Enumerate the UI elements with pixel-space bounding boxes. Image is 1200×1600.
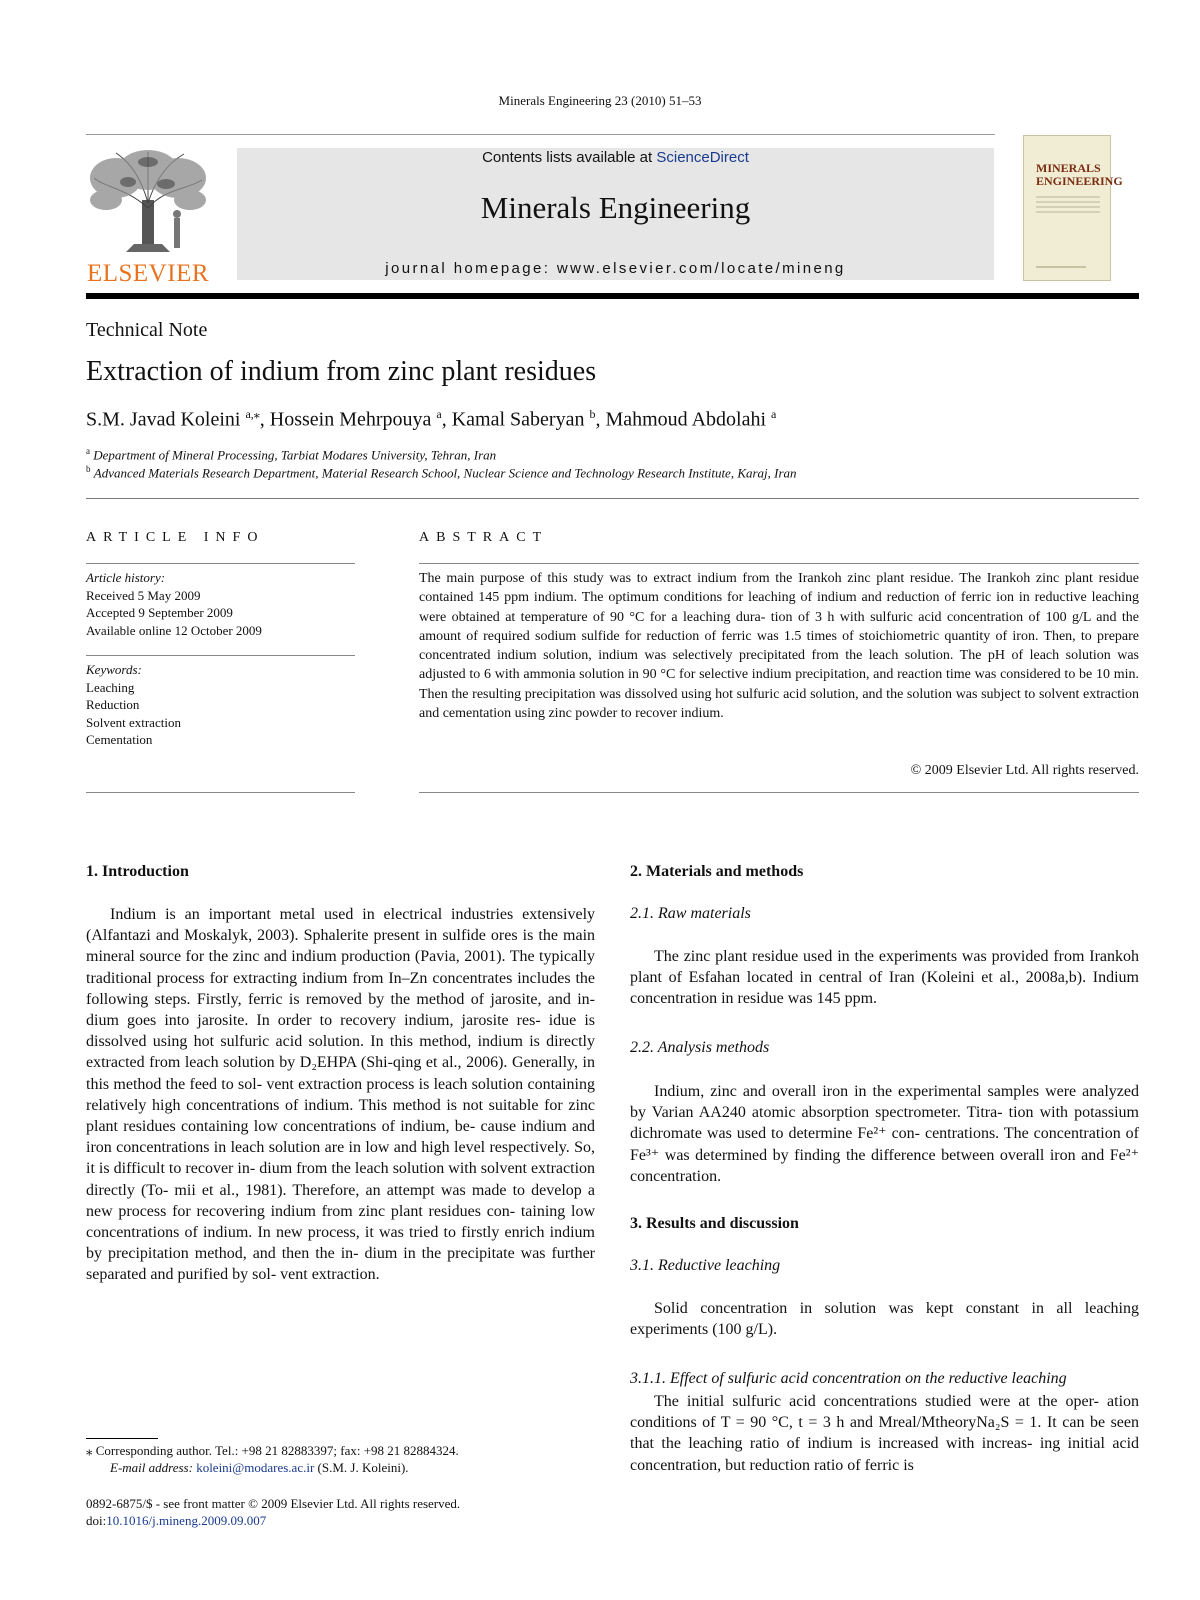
subsection-heading-analysis: 2.2. Analysis methods xyxy=(630,1039,770,1056)
section-heading-materials: 2. Materials and methods xyxy=(630,863,804,880)
abstract-line: recover indium. xyxy=(635,706,724,722)
corresponding-author-footnote xyxy=(86,1442,459,1476)
online-date: Available online 12 October 2009 xyxy=(86,622,262,638)
body-line: new process for recovering indium from zinc plant residues con- xyxy=(86,1202,516,1220)
body-line: dium in the precipitate was further separated and purified by sol- xyxy=(86,1245,595,1284)
body-line: be seen that the leaching ratio of indium is increased with increas- xyxy=(630,1414,1140,1453)
abstract-copyright: © 2009 Elsevier Ltd. All rights reserved. xyxy=(910,763,1139,778)
body-line: vent extraction. xyxy=(280,1266,380,1284)
journal-citation: Minerals Engineering 23 (2010) 51–53 xyxy=(498,93,702,108)
body-line: Indium, zinc and overall iron in the experimental samples were xyxy=(654,1083,1077,1100)
abstract-line: tion of 3 h with sulfuric acid concentration of 100 g/L and the amount of required sodium sulfide for xyxy=(419,609,1139,644)
info-rule xyxy=(86,792,355,793)
abstract-line: was adjusted to 6 with ammonia solution in 90 °C for selective indium precipitation, and reaction time xyxy=(419,648,1140,683)
body-line: vent extraction process is leach solution containing relatively xyxy=(86,1075,595,1114)
received-date: Received 5 May 2009 xyxy=(86,587,201,603)
keywords-label: Keywords: xyxy=(86,662,142,677)
publisher-wordmark: ELSEVIER xyxy=(86,260,210,287)
abstract-rule xyxy=(419,563,1139,564)
affiliation-b xyxy=(86,464,797,481)
journal-homepage[interactable]: journal homepage: www.elsevier.com/locate/mineng xyxy=(385,260,846,277)
body-line: experiments (100 g/L). xyxy=(630,1321,778,1339)
affiliation-rule xyxy=(86,498,1139,499)
info-rule xyxy=(86,563,355,564)
footnote-rule xyxy=(86,1438,158,1439)
abstract-body xyxy=(419,569,1139,723)
keyword: Solvent extraction xyxy=(86,714,181,730)
body-line: Solid concentration in solution was kept constant in all leaching xyxy=(654,1300,1139,1317)
abstract-heading: ABSTRACT xyxy=(419,530,549,545)
doi-link[interactable]: 10.1016/j.mineng.2009.09.007 xyxy=(106,1513,267,1528)
body-line: indium is directly extracted from leach solution by D₂EHPA xyxy=(86,1033,596,1072)
article-type: Technical Note xyxy=(86,319,208,341)
body-line: in sulfide ores is the main mineral source for the zinc and indium xyxy=(86,927,596,966)
body-line: zinc plant residues containing low concentrations of indium, be- xyxy=(86,1096,596,1136)
body-line: idue is dissolved using hot sulfuric acid solution. In this method, xyxy=(86,1012,596,1051)
email-suffix: (S.M. J. Koleini). xyxy=(317,1460,409,1475)
history-label: Article history: xyxy=(86,570,166,585)
section-heading-introduction: 1. Introduction xyxy=(86,863,189,880)
body-line: dium goes into jarosite. In order to recovery indium, jarosite res- xyxy=(86,1012,541,1030)
cover-text-lines xyxy=(1036,196,1100,216)
abstract-line: The main purpose of this study was to extract indium from the Irankoh zinc plant residue. The Irankoh xyxy=(419,571,1031,586)
keywords xyxy=(86,661,181,749)
keyword: Leaching xyxy=(86,679,135,695)
affiliation-mark: a xyxy=(86,446,90,456)
cover-title-line-2: ENGINEERING xyxy=(1036,174,1123,188)
email-line xyxy=(86,1459,459,1476)
corresponding-author-line: ⁎ Corresponding author. Tel.: +98 21 82883397; fax: +98 21 82884324. xyxy=(86,1443,459,1458)
subsection-heading-reductive-leaching: 3.1. Reductive leaching xyxy=(630,1257,781,1274)
body-line: from Irankoh plant of Esfahan located in central of Iran (Koleini xyxy=(630,948,1140,987)
author-name[interactable]: Hossein Mehrpouya xyxy=(269,408,432,431)
body-line: The initial sulfuric acid concentrations studied were at the oper- xyxy=(654,1393,1099,1410)
email-link[interactable]: koleini@modares.ac.ir xyxy=(196,1460,315,1475)
article-info-heading: ARTICLE INFO xyxy=(86,530,265,545)
doi-line xyxy=(86,1512,460,1529)
raw-materials-paragraph xyxy=(630,946,1139,1010)
affiliation-mark: b xyxy=(86,464,91,474)
author-list: S.M. Javad Koleini $^{a,⁎}$, Hossein Mehrpouya $^a$, Kamal Saberyan $^b$, Mahmoud Abdolahi $^a$ xyxy=(86,407,777,431)
body-line: et al., 2008a,b). Indium concentration in residue was 145 ppm. xyxy=(630,969,1139,1008)
journal-banner xyxy=(237,148,994,280)
abstract-line: was considered to be 10 min. Then the resulting precipitation was dissolved using hot sulfuric acid xyxy=(419,667,1140,702)
header-rule xyxy=(86,134,995,135)
cover-title xyxy=(1036,162,1123,188)
body-line: production (Pavia, 2001). The typically traditional process for xyxy=(86,948,595,987)
reductive-paragraph xyxy=(630,1298,1139,1340)
affiliation-a xyxy=(86,446,496,463)
body-line: (Shi-qing et al., 2006). Generally, in this method the feed to sol- xyxy=(86,1054,595,1093)
section-heading-results: 3. Results and discussion xyxy=(630,1215,799,1232)
body-line: extracting indium from In–Zn concentrates includes the following xyxy=(86,969,596,1008)
abstract-line: indium solution, indium was selectively precipitated from the leach solution. The pH of leach solution xyxy=(497,648,1111,664)
journal-cover-thumbnail[interactable] xyxy=(1023,135,1123,281)
contents-prefix: Contents lists available at xyxy=(482,149,657,166)
email-label: E-mail address: xyxy=(110,1460,193,1475)
body-line: extensively (Alfantazi and Moskalyk, 2003). Sphalerite present xyxy=(86,906,596,945)
body-line: steps. Firstly, ferric is removed by the method of jarosite, and in- xyxy=(154,990,595,1008)
acid-effect-body xyxy=(630,1391,1139,1476)
body-line: taining low concentrations of indium. In new process, it was tried xyxy=(86,1202,596,1242)
issn-block xyxy=(86,1495,460,1529)
article-history xyxy=(86,569,262,639)
introduction-body xyxy=(86,904,595,1286)
author-name[interactable]: Kamal Saberyan xyxy=(451,408,585,431)
body-line: analyzed by Varian AA240 atomic absorption spectrometer. Titra- xyxy=(630,1083,1139,1122)
cover-footer-line xyxy=(1036,266,1086,268)
body-line: to firstly enrich indium by precipitation method, and then the in- xyxy=(86,1224,596,1263)
publisher-logo[interactable] xyxy=(86,148,210,287)
article-title: Extraction of indium from zinc plant residues xyxy=(86,356,597,387)
tree-icon xyxy=(86,148,210,256)
subsection-heading-raw-materials: 2.1. Raw materials xyxy=(630,905,751,922)
body-line: cause indium and iron concentrations in leach solution are in xyxy=(86,1118,596,1157)
contents-availability xyxy=(237,149,994,166)
author-affiliation-mark[interactable]: a,⁎ xyxy=(245,407,260,421)
analysis-body xyxy=(630,1081,1139,1187)
body-line: ation conditions of T = 90 °C, t = 3 h and Mreal/MtheoryNa₂S = 1. It can xyxy=(630,1393,1140,1432)
sciencedirect-link[interactable]: ScienceDirect xyxy=(656,149,749,166)
body-line: Indium is an important metal used in electrical industries xyxy=(110,906,514,923)
body-line: tion with potassium dichromate was used to determine Fe²⁺ con- xyxy=(630,1104,1140,1143)
keyword: Cementation xyxy=(86,732,153,747)
info-rule xyxy=(86,655,355,656)
abstract-line: solution, and the solution was subject to solvent extraction and cementation using zinc powder to xyxy=(419,686,1140,722)
author-affiliation-mark[interactable]: a xyxy=(436,407,442,421)
abstract-rule xyxy=(419,792,1139,793)
body-line: dium from the leach solution with solvent extraction directly (To- xyxy=(86,1160,596,1199)
doi-label: doi: xyxy=(86,1513,107,1528)
title-separator xyxy=(86,293,1139,299)
reductive-leaching-body xyxy=(630,1298,1139,1340)
analysis-paragraph xyxy=(630,1081,1139,1187)
body-line: low and high level respectively. So, it is difficult to recover in- xyxy=(86,1139,596,1178)
author-affiliation-mark[interactable]: a xyxy=(771,407,777,421)
body-line: The zinc plant residue used in the experiments was provided xyxy=(654,948,1049,965)
raw-materials-body xyxy=(630,946,1139,1010)
journal-name: Minerals Engineering xyxy=(480,190,751,225)
introduction-paragraph xyxy=(86,904,595,1286)
affiliation-text: Department of Mineral Processing, Tarbiat Modares University, Tehran, Iran xyxy=(93,447,497,463)
author-affiliation-mark[interactable]: b xyxy=(589,407,596,421)
accepted-date: Accepted 9 September 2009 xyxy=(86,605,233,620)
body-line: high concentrations of indium. This method is not suitable for xyxy=(152,1096,563,1114)
author-name[interactable]: Mahmoud Abdolahi xyxy=(605,408,767,431)
affiliation-text: Advanced Materials Research Department, Material Research School, Nuclear Science and Technology Research Institute, Karaj, Iran xyxy=(93,465,797,481)
subsubsection-heading-acid-effect: 3.1.1. Effect of sulfuric acid concentration on the reductive leaching xyxy=(630,1370,1067,1387)
author-name[interactable]: S.M. Javad Koleini xyxy=(86,408,241,431)
cover-title-line-1: MINERALS xyxy=(1036,161,1101,175)
abstract-line: reduction of ferric was 1.5 times of stoichiometric quantity of iron. Then, to prepare concentrated xyxy=(419,628,1140,664)
body-line: ing initial acid concentration, but reduction ratio of ferric is xyxy=(630,1435,1140,1474)
abstract-line: zinc plant residue contained 145 ppm indium. The optimum conditions for leaching of indium and xyxy=(419,571,1139,606)
body-line: the difference between overall iron and Fe²⁺ concentration. xyxy=(630,1146,1140,1185)
acid-effect-paragraph xyxy=(630,1391,1139,1476)
keyword: Reduction xyxy=(86,697,140,712)
body-line: mii et al., 1981). Therefore, an attempt was made to develop a xyxy=(174,1181,596,1199)
abstract-line: reduction of ferric ion in reductive leaching were obtained at temperature of 90 °C for a leaching dura- xyxy=(419,590,1140,625)
issn-line: 0892-6875/$ - see front matter © 2009 Elsevier Ltd. All rights reserved. xyxy=(86,1496,461,1511)
body-line: centrations. The concentration of Fe³⁺ was determined by finding xyxy=(630,1125,1140,1164)
